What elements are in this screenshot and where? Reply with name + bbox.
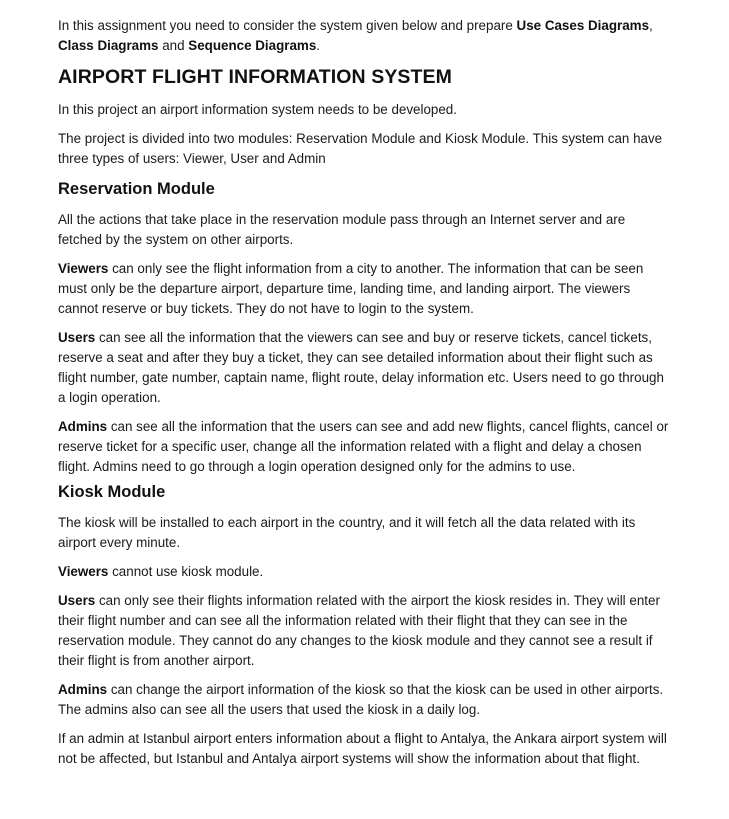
kiosk-users-text: can only see their flights information related with the airport the kiosk resides in. They will enter their flight number and can see all the information related with their flight that they can see in the reservation module. They cannot do any changes to the kiosk module and they cannot see a result if their flight is from another airport. <box>58 593 660 668</box>
kiosk-admins-paragraph <box>58 680 669 720</box>
kiosk-viewers-label: Viewers <box>58 564 109 579</box>
reservation-module-heading: Reservation Module <box>58 180 215 198</box>
reservation-viewers-label: Viewers <box>58 261 109 276</box>
intro-sep-2: and <box>158 38 189 53</box>
kiosk-admins-label: Admins <box>58 682 108 697</box>
kiosk-module-heading: Kiosk Module <box>58 483 166 501</box>
kiosk-users-paragraph <box>58 591 669 671</box>
kiosk-users-label: Users <box>58 593 96 608</box>
reservation-server-paragraph: All the actions that take place in the reservation module pass through an Internet server and are fetched by the system on other airports. <box>58 212 626 247</box>
kiosk-install-paragraph: The kiosk will be installed to each airport in the country, and it will fetch all the data related with its airport every minute. <box>58 515 636 550</box>
reservation-users-paragraph <box>58 328 669 408</box>
assignment-intro <box>58 16 669 56</box>
modules-overview-paragraph: The project is divided into two modules: Reservation Module and Kiosk Module. This system can have three types of users: Viewer, User and Admin <box>58 131 663 166</box>
reservation-admins-paragraph <box>58 417 669 477</box>
kiosk-viewers-text: cannot use kiosk module. <box>108 564 264 579</box>
reservation-viewers-paragraph <box>58 259 669 319</box>
intro-end: . <box>316 38 321 53</box>
intro-lead: In this assignment you need to consider the system given below and prepare <box>58 18 517 33</box>
intro-class-diagrams: Class Diagrams <box>58 38 159 53</box>
intro-sep-1: , <box>649 18 653 33</box>
kiosk-example-paragraph: If an admin at Istanbul airport enters information about a flight to Antalya, the Ankara airport system will not be affected, but Istanbul and Antalya airport systems will show the information about that flight. <box>58 731 667 766</box>
document-title: AIRPORT FLIGHT INFORMATION SYSTEM <box>58 66 453 88</box>
reservation-admins-text: can see all the information that the users can see and add new flights, cancel flights, cancel or reserve ticket for a specific user, change all the information related with a flight and delay a chosen flight. Admins need to go through a login operation designed only for the admins to use. <box>58 419 669 474</box>
project-intro-paragraph: In this project an airport information system needs to be developed. <box>58 102 457 117</box>
intro-sequence-diagrams: Sequence Diagrams <box>188 38 317 53</box>
reservation-users-text: can see all the information that the viewers can see and buy or reserve tickets, cancel tickets, reserve a seat and after they buy a ticket, they can see detailed information about their flight such as flight number, gate number, captain name, flight route, delay information etc. Users need to go through a login operation. <box>58 330 664 405</box>
reservation-viewers-text: can only see the flight information from a city to another. The information that can be seen must only be the departure airport, departure time, landing time, and landing airport. The viewers cannot reserve or buy tickets. They do not have to login to the system. <box>58 261 644 316</box>
reservation-users-label: Users <box>58 330 96 345</box>
kiosk-viewers-paragraph <box>58 562 669 582</box>
reservation-admins-label: Admins <box>58 419 108 434</box>
kiosk-admins-text: can change the airport information of the kiosk so that the kiosk can be used in other airports. The admins also can see all the users that used the kiosk in a daily log. <box>58 682 664 717</box>
intro-use-cases: Use Cases Diagrams <box>516 18 650 33</box>
